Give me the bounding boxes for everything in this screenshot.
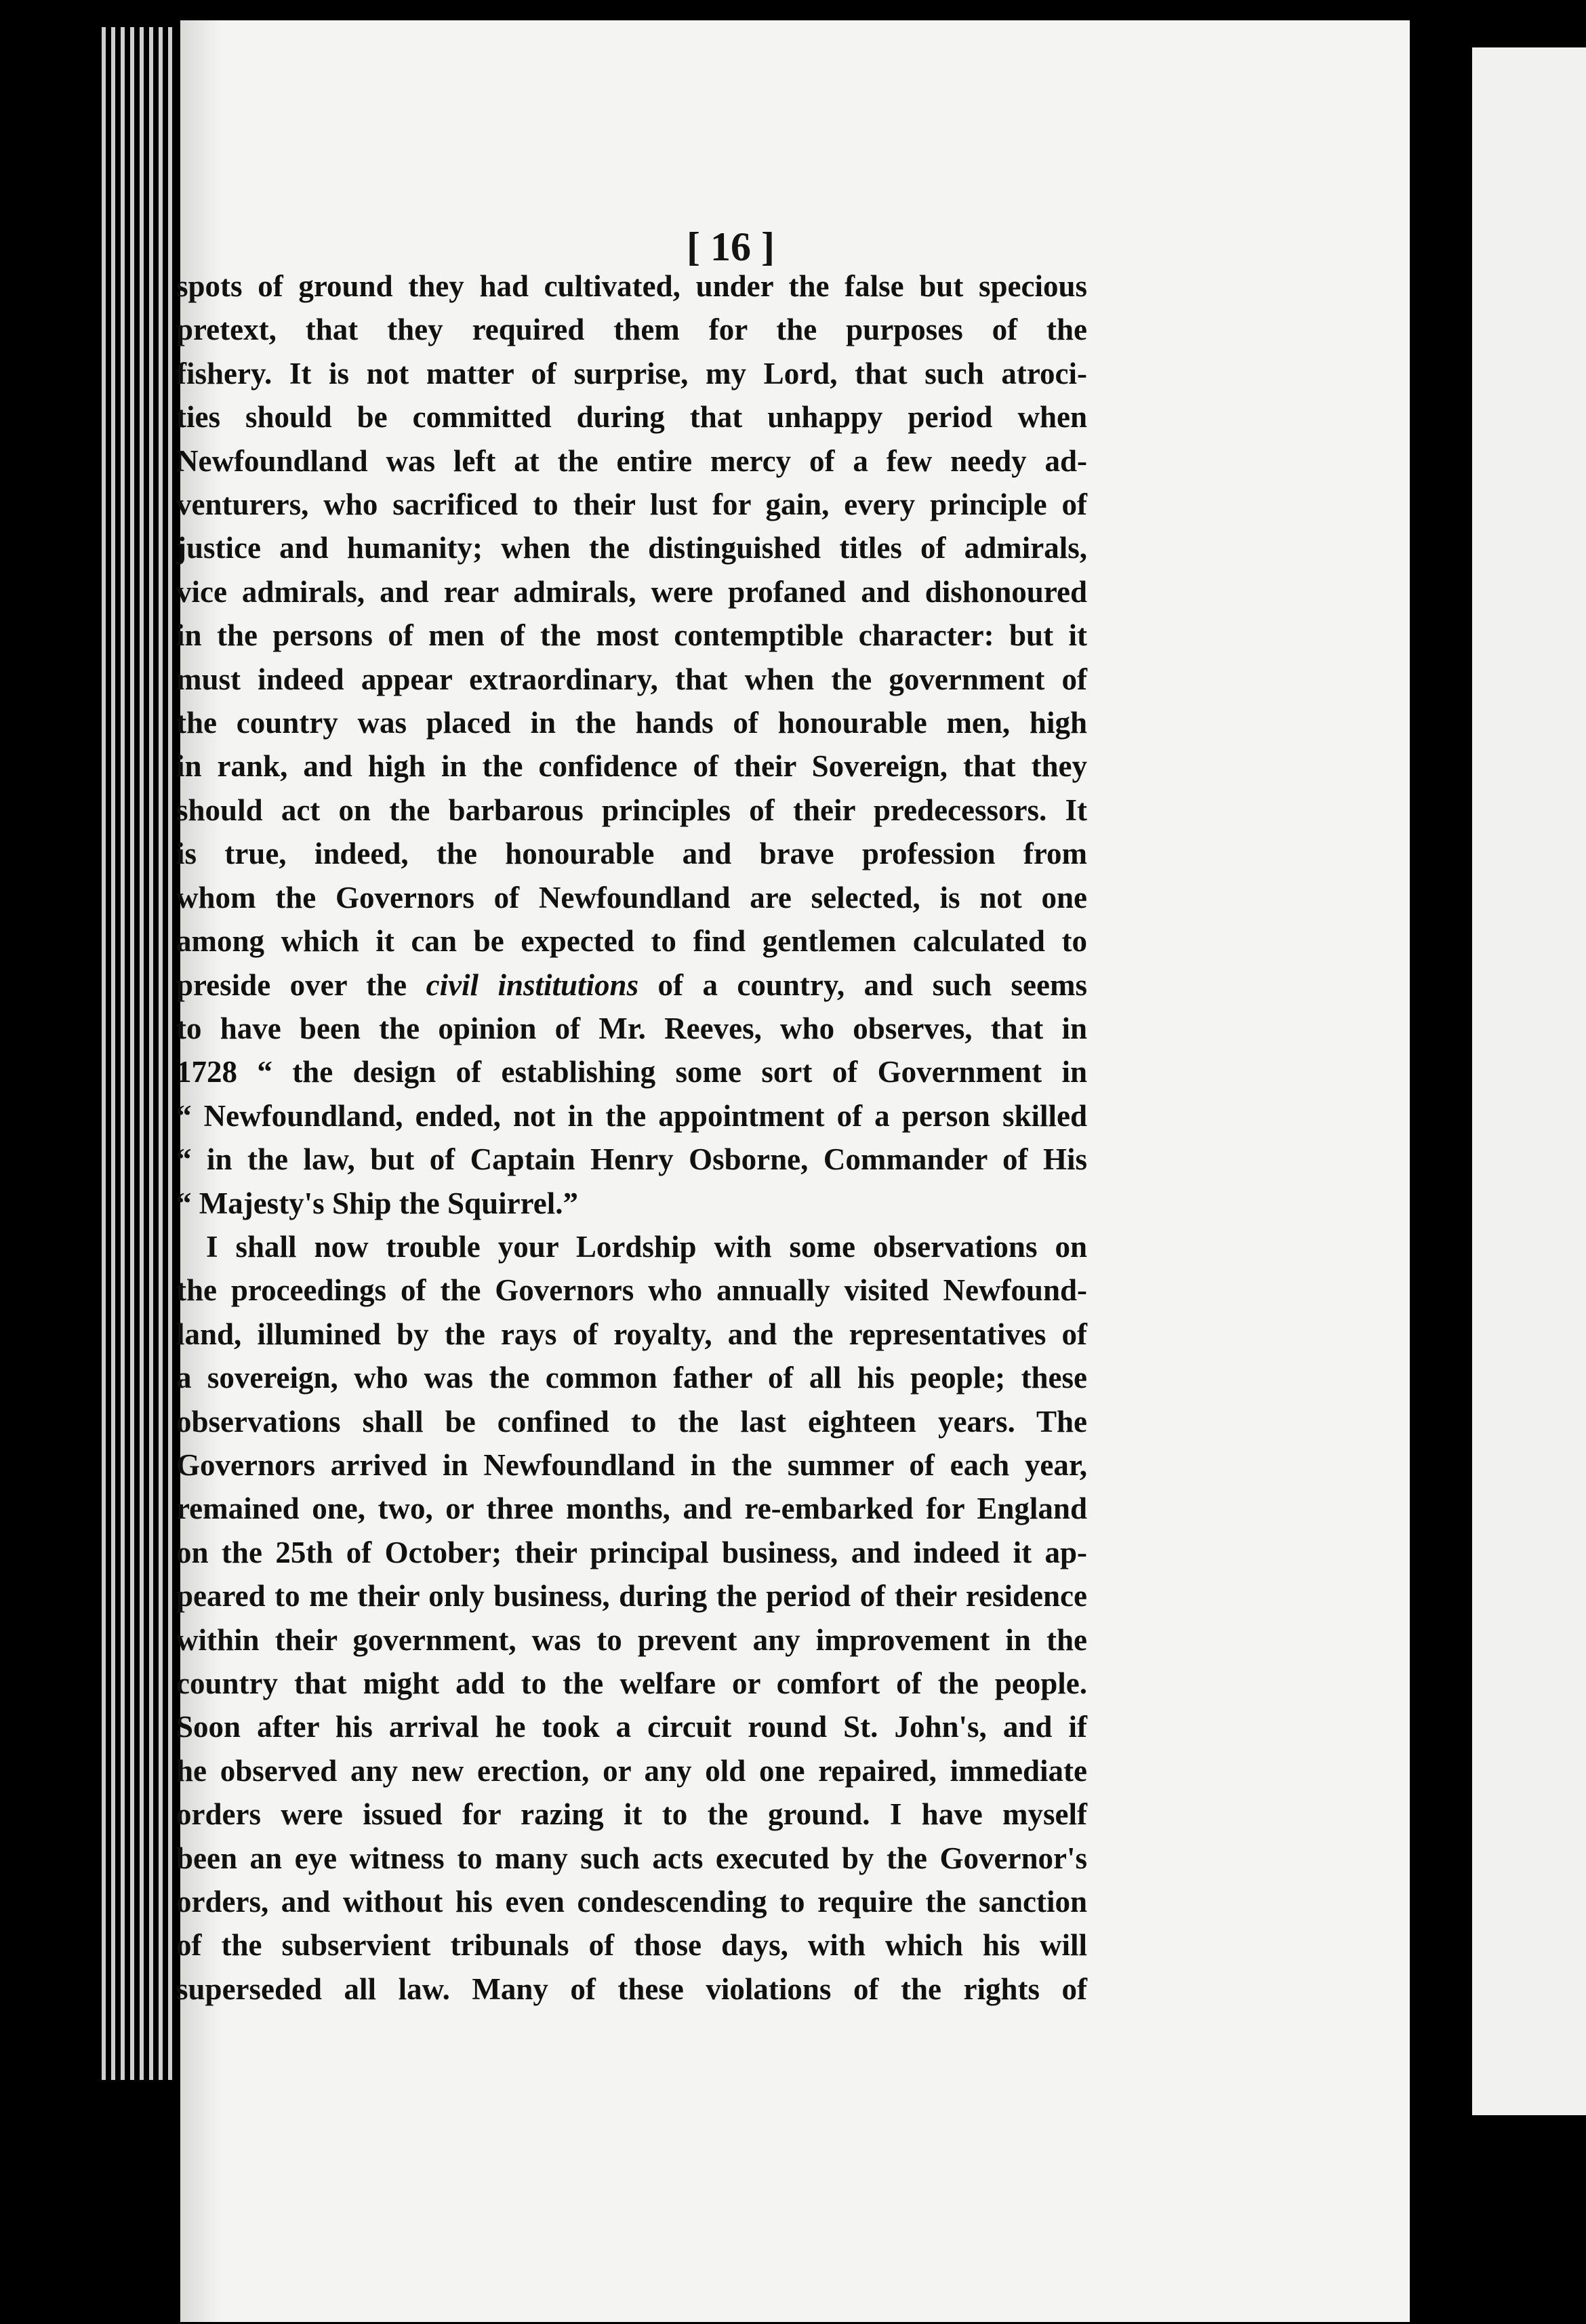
- page-edge: [168, 27, 172, 2080]
- text-line: [176, 526, 1087, 569]
- text-segment: must indeed appear extraordinary, that when the government of: [176, 662, 1087, 696]
- text-segment: venturers, who sacrificed to their lust for gain, every principle of: [176, 487, 1087, 522]
- text-line: [176, 614, 1087, 657]
- text-segment: peared to me their only business, during the period of their residence: [176, 1579, 1087, 1614]
- text-segment: Governors arrived in Newfoundland in the summer of each year,: [176, 1447, 1087, 1482]
- body-text: [176, 264, 1087, 2011]
- text-segment: he observed any new erection, or any old one repaired, immediate: [176, 1753, 1087, 1788]
- text-segment: orders, and without his even condescending to require the sanction: [176, 1885, 1087, 1919]
- text-line: [176, 1443, 1087, 1487]
- text-line: [176, 1356, 1087, 1399]
- text-segment: the country was placed in the hands of honourable men, high: [176, 706, 1087, 740]
- text-line: [176, 352, 1087, 395]
- text-segment: in the persons of men of the most contemptible character: but it: [176, 618, 1087, 653]
- text-segment: orders were issued for razing it to the ground. I have myself: [176, 1797, 1087, 1832]
- text-line: [176, 1313, 1087, 1356]
- text-segment: superseded all law. Many of these violations of the rights of: [176, 1971, 1087, 2006]
- text-segment: the proceedings of the Governors who annually visited Newfound-: [176, 1273, 1087, 1308]
- text-line: [176, 1007, 1087, 1050]
- page-edge: [111, 27, 115, 2080]
- page-edge: [149, 27, 153, 2080]
- text-line: [176, 788, 1087, 832]
- text-line: [176, 1880, 1087, 1923]
- text-line: [176, 1618, 1087, 1662]
- page-edge: [102, 27, 106, 2080]
- text-line: [176, 1662, 1087, 1705]
- text-segment: of the subservient tribunals of those days, with which his will: [176, 1928, 1087, 1963]
- text-segment: in rank, and high in the confidence of their Sovereign, that they: [176, 749, 1087, 784]
- text-line: [176, 1182, 1087, 1225]
- page-edge: [159, 27, 163, 2080]
- text-line: [176, 658, 1087, 701]
- italic-phrase: civil institutions: [426, 967, 639, 1002]
- text-segment: justice and humanity; when the distinguished titles of admirals,: [176, 531, 1087, 565]
- text-segment: should act on the barbarous principles of their predecessors. It: [176, 793, 1087, 827]
- text-segment: 1728 “ the design of establishing some sort of Government in: [176, 1055, 1087, 1089]
- text-segment: “ Majesty's Ship the Squirrel.”: [176, 1186, 578, 1220]
- text-line: [176, 1400, 1087, 1443]
- text-segment: I shall now trouble your Lordship with some observations on: [206, 1229, 1087, 1264]
- text-segment: “ in the law, but of Captain Henry Osborne, Commander of His: [176, 1142, 1087, 1177]
- text-segment: of a country, and such seems: [638, 967, 1087, 1002]
- text-line: [176, 1705, 1087, 1748]
- text-segment: land, illumined by the rays of royalty, and the representatives of: [176, 1317, 1087, 1351]
- text-line: [176, 1792, 1087, 1836]
- text-segment: Newfoundland was left at the entire mercy of a few needy ad-: [176, 443, 1087, 478]
- text-segment: country that might add to the welfare or comfort of the people.: [176, 1666, 1087, 1700]
- text-line: [176, 919, 1087, 963]
- text-line: [176, 1138, 1087, 1181]
- text-line: [176, 832, 1087, 875]
- text-line: [176, 264, 1087, 308]
- text-line: [176, 1574, 1087, 1618]
- text-segment: on the 25th of October; their principal business, and indeed it ap-: [176, 1535, 1087, 1569]
- text-line: [176, 308, 1087, 351]
- text-line: [176, 1487, 1087, 1530]
- text-segment: vice admirals, and rear admirals, were profaned and dishonoured: [176, 574, 1087, 609]
- text-line: [176, 1268, 1087, 1312]
- page-edge: [140, 27, 144, 2080]
- adjacent-page-strip: [1472, 47, 1586, 2115]
- text-segment: ties should be committed during that unhappy period when: [176, 400, 1087, 435]
- text-segment: within their government, was to prevent any improvement in the: [176, 1622, 1087, 1657]
- text-segment: spots of ground they had cultivated, under the false but specious: [176, 269, 1087, 303]
- text-line: [176, 701, 1087, 744]
- text-line: [176, 395, 1087, 439]
- text-line: [176, 1050, 1087, 1094]
- text-segment: fishery. It is not matter of surprise, my Lord, that such atroci-: [176, 356, 1087, 390]
- text-line: [176, 439, 1087, 483]
- text-segment: remained one, two, or three months, and re-embarked for England: [176, 1491, 1087, 1526]
- text-line: [176, 1225, 1087, 1268]
- page-edge: [130, 27, 134, 2080]
- text-segment: pretext, that they required them for the purposes of the: [176, 313, 1087, 347]
- text-segment: “ Newfoundland, ended, not in the appointment of a person skilled: [176, 1098, 1087, 1133]
- text-line: [176, 744, 1087, 788]
- text-segment: to have been the opinion of Mr. Reeves, who observes, that in: [176, 1011, 1087, 1045]
- text-line: [176, 1837, 1087, 1880]
- text-segment: a sovereign, who was the common father of all his people; these: [176, 1361, 1087, 1395]
- page-number: [ 16 ]: [687, 224, 775, 269]
- text-line: [176, 1094, 1087, 1138]
- text-line: [176, 1923, 1087, 1967]
- text-segment: is true, indeed, the honourable and brave profession from: [176, 837, 1087, 871]
- text-segment: among which it can be expected to find gentlemen calculated to: [176, 924, 1087, 959]
- text-line: [176, 570, 1087, 614]
- text-line: [176, 876, 1087, 919]
- text-line: [176, 483, 1087, 526]
- text-segment: observations shall be confined to the last eighteen years. The: [176, 1404, 1087, 1439]
- text-line: [176, 963, 1087, 1007]
- page-edge: [121, 27, 125, 2080]
- text-line: [176, 1967, 1087, 2011]
- text-line: [176, 1749, 1087, 1792]
- text-segment: been an eye witness to many such acts executed by the Governor's: [176, 1841, 1087, 1875]
- text-segment: whom the Governors of Newfoundland are selected, is not one: [176, 880, 1087, 915]
- text-line: [176, 1531, 1087, 1574]
- text-segment: preside over the: [176, 967, 426, 1002]
- text-segment: Soon after his arrival he took a circuit round St. John's, and if: [176, 1710, 1087, 1744]
